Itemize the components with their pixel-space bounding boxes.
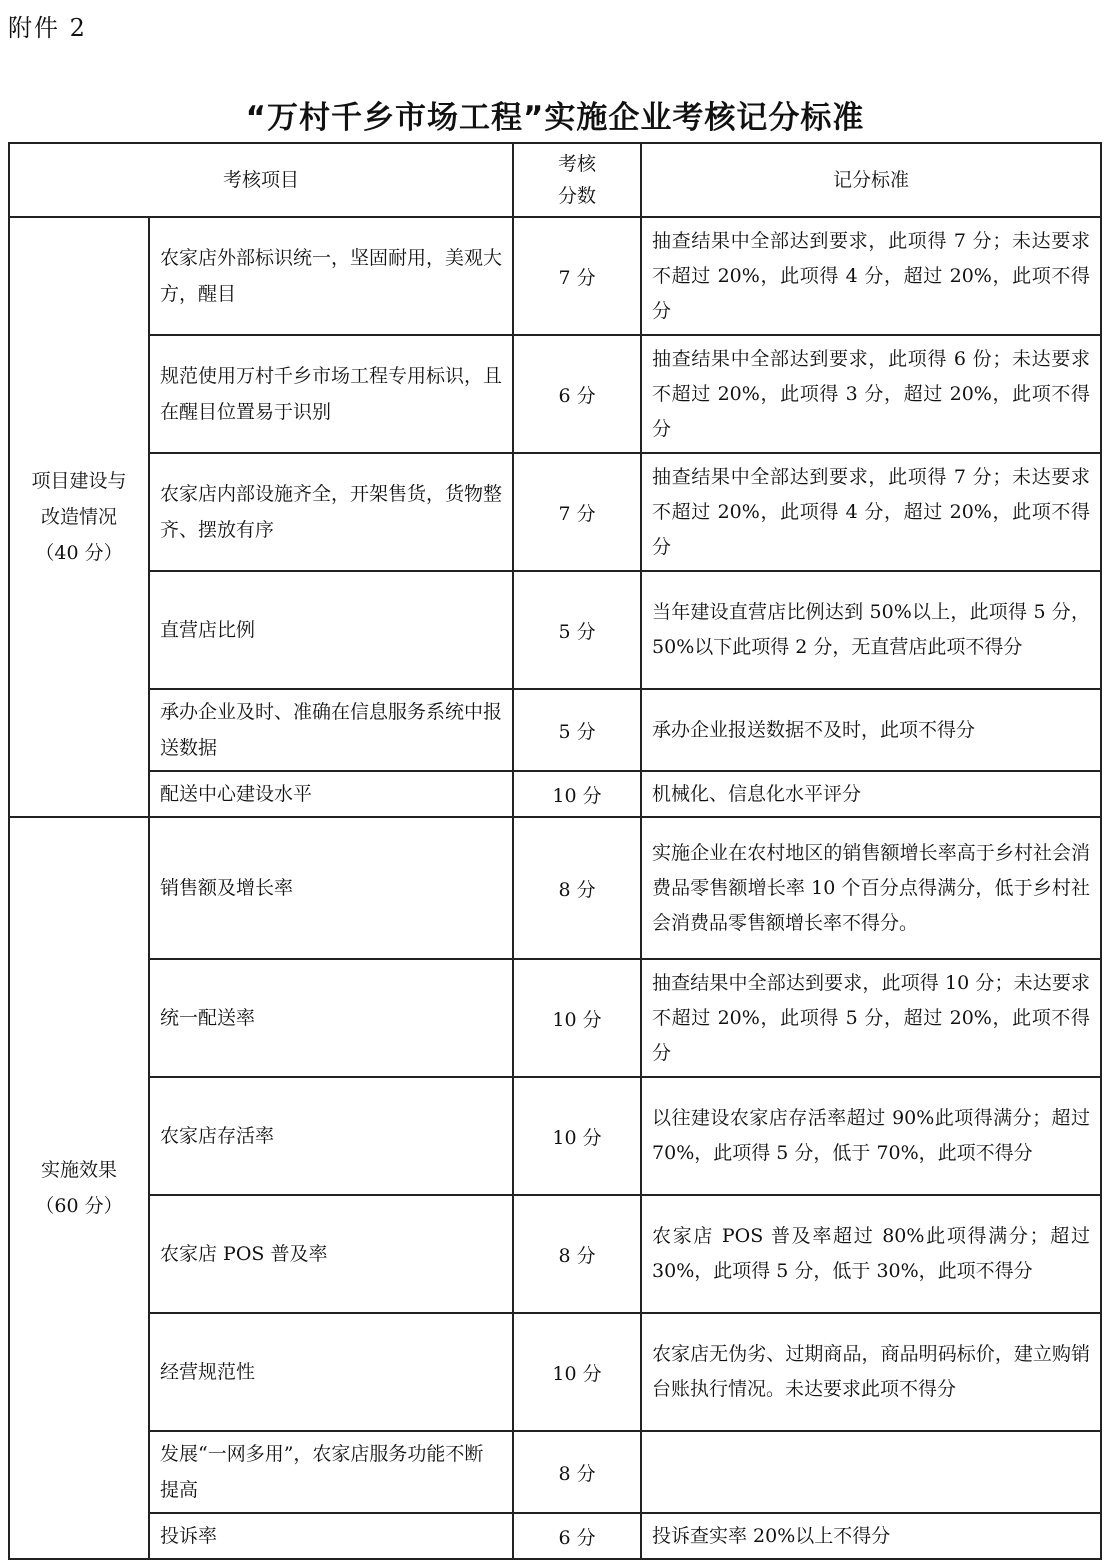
score-cell: 6 分 (513, 335, 641, 453)
item-cell: 规范使用万村千乡市场工程专用标识，且在醒目位置易于识别 (149, 335, 513, 453)
criteria-cell: 抽查结果中全部达到要求，此项得 6 份；未达要求不超过 20%，此项得 3 分，超过 20%，此项不得分 (641, 335, 1101, 453)
criteria-cell: 实施企业在农村地区的销售额增长率高于乡村社会消费品零售额增长率 10 个百分点得满分，低于乡村社会消费品零售额增长率不得分。 (641, 817, 1101, 959)
header-score: 考核 分数 (513, 143, 641, 217)
table-row (9, 571, 1101, 689)
score-cell: 7 分 (513, 453, 641, 571)
item-cell: 销售额及增长率 (149, 817, 513, 959)
table-row (9, 1077, 1101, 1195)
score-cell: 10 分 (513, 1077, 641, 1195)
section-label: 实施效果 （60 分） (9, 817, 149, 1559)
item-cell: 农家店内部设施齐全，开架售货，货物整齐、摆放有序 (149, 453, 513, 571)
criteria-cell: 机械化、信息化水平评分 (641, 771, 1101, 817)
table-row (9, 1431, 1101, 1513)
item-cell: 配送中心建设水平 (149, 771, 513, 817)
score-cell: 8 分 (513, 1195, 641, 1313)
table-row (9, 771, 1101, 817)
criteria-cell: 抽查结果中全部达到要求，此项得 7 分；未达要求不超过 20%，此项得 4 分，超过 20%，此项不得分 (641, 453, 1101, 571)
item-cell: 统一配送率 (149, 959, 513, 1077)
item-cell: 农家店外部标识统一，坚固耐用，美观大方，醒目 (149, 217, 513, 335)
table-row (9, 689, 1101, 771)
score-cell: 7 分 (513, 217, 641, 335)
criteria-cell (641, 1431, 1101, 1513)
criteria-cell: 当年建设直营店比例达到 50%以上，此项得 5 分，50%以下此项得 2 分，无直营店此项不得分 (641, 571, 1101, 689)
table-row (9, 1313, 1101, 1431)
scoring-table (8, 142, 1102, 1560)
item-cell: 投诉率 (149, 1513, 513, 1559)
criteria-cell: 农家店 POS 普及率超过 80%此项得满分；超过 30%，此项得 5 分，低于 30%，此项不得分 (641, 1195, 1101, 1313)
criteria-cell: 以往建设农家店存活率超过 90%此项得满分；超过 70%，此项得 5 分，低于 70%，此项不得分 (641, 1077, 1101, 1195)
section-label: 项目建设与 改造情况 （40 分） (9, 217, 149, 817)
score-cell: 10 分 (513, 771, 641, 817)
score-cell: 5 分 (513, 689, 641, 771)
score-cell: 6 分 (513, 1513, 641, 1559)
criteria-cell: 承办企业报送数据不及时，此项不得分 (641, 689, 1101, 771)
document-title: “万村千乡市场工程”实施企业考核记分标准 (245, 100, 865, 136)
item-cell: 农家店 POS 普及率 (149, 1195, 513, 1313)
score-cell: 10 分 (513, 1313, 641, 1431)
item-cell: 经营规范性 (149, 1313, 513, 1431)
header-criteria: 记分标准 (641, 143, 1101, 217)
table-row (9, 1195, 1101, 1313)
item-cell: 农家店存活率 (149, 1077, 513, 1195)
header-item: 考核项目 (9, 143, 513, 217)
criteria-cell: 抽查结果中全部达到要求，此项得 7 分；未达要求不超过 20%，此项得 4 分，超过 20%，此项不得分 (641, 217, 1101, 335)
table-row (9, 1513, 1101, 1559)
item-cell: 发展“一网多用”，农家店服务功能不断提高 (149, 1431, 513, 1513)
criteria-cell: 投诉查实率 20%以上不得分 (641, 1513, 1101, 1559)
item-cell: 承办企业及时、准确在信息服务系统中报送数据 (149, 689, 513, 771)
criteria-cell: 抽查结果中全部达到要求，此项得 10 分；未达要求不超过 20%，此项得 5 分，超过 20%，此项不得分 (641, 959, 1101, 1077)
table-row (9, 959, 1101, 1077)
table-row (9, 217, 1101, 335)
score-cell: 5 分 (513, 571, 641, 689)
item-cell: 直营店比例 (149, 571, 513, 689)
table-row (9, 817, 1101, 959)
criteria-cell: 农家店无伪劣、过期商品，商品明码标价，建立购销台账执行情况。未达要求此项不得分 (641, 1313, 1101, 1431)
table-row (9, 453, 1101, 571)
score-cell: 8 分 (513, 1431, 641, 1513)
table-row (9, 335, 1101, 453)
score-cell: 10 分 (513, 959, 641, 1077)
attachment-label: 附件 2 (8, 14, 87, 42)
score-cell: 8 分 (513, 817, 641, 959)
header-row (9, 143, 1101, 217)
